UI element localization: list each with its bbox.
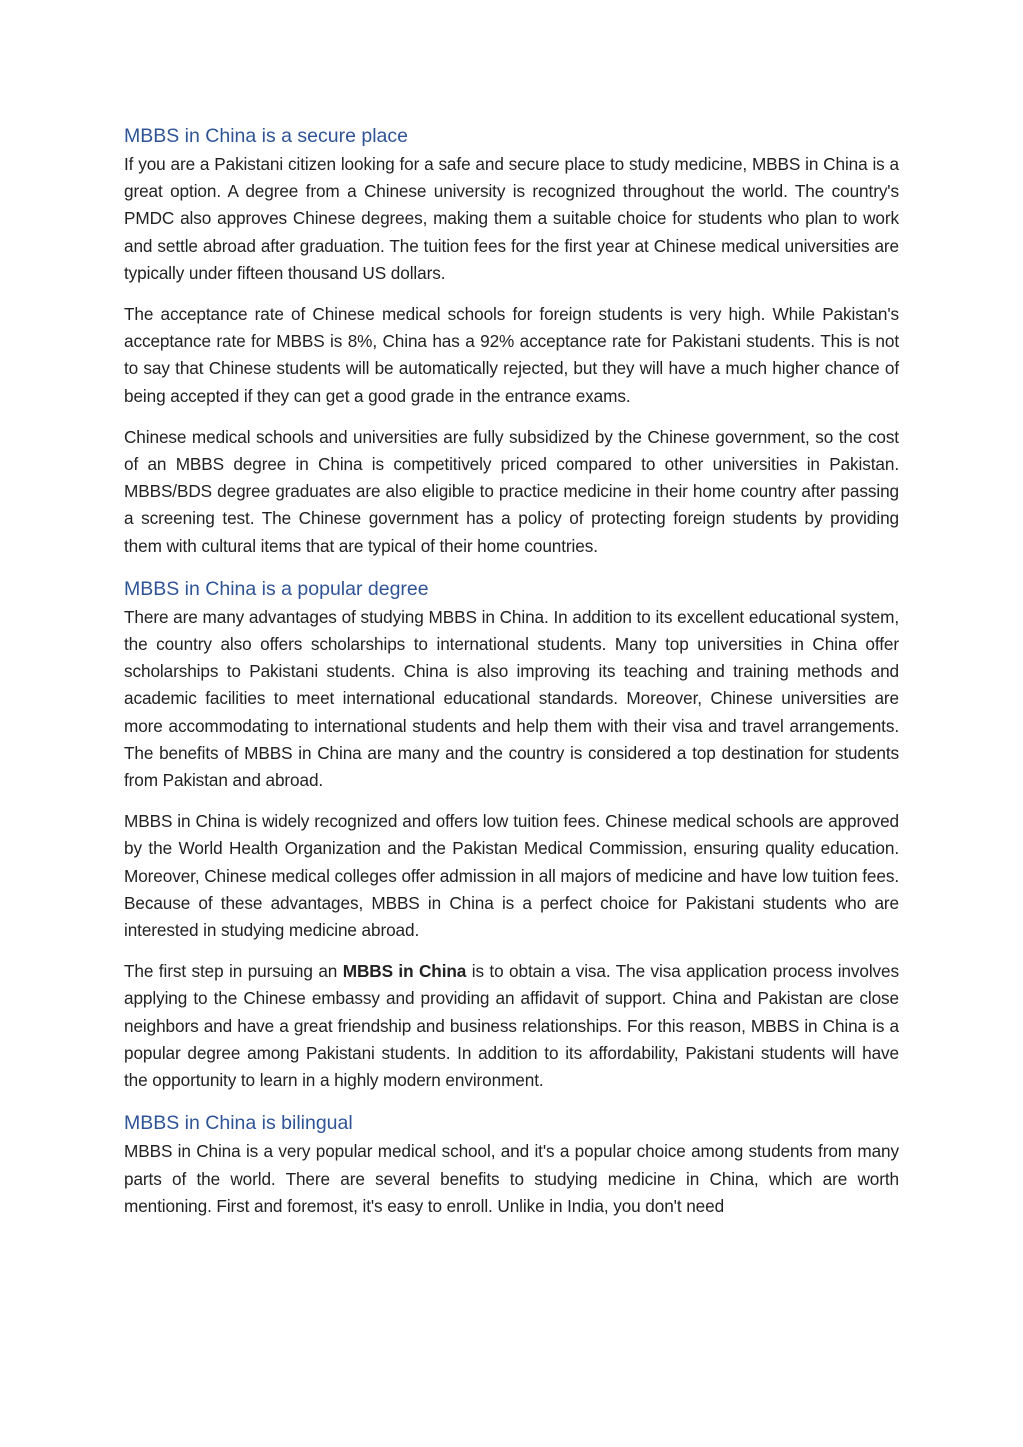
paragraph: There are many advantages of studying MBBS in China. In addition to its excellent educational system, the country also offers scholarships to international students. Many top universities in China offer scholarships to Pakistani students. China is also improving its teaching and training methods and academic facilities to meet international educational standards. Moreover, Chinese universities are more accommodating to international students and help them with their visa and travel arrangements. The benefits of MBBS in China are many and the country is considered a top destination for students from Pakistan and abroad. [124, 606, 899, 791]
bold-phrase: MBBS in China [342, 961, 467, 982]
section-heading-popular-degree: MBBS in China is a popular degree [124, 577, 429, 600]
paragraph: If you are a Pakistani citizen looking for a safe and secure place to study medicine, MBBS in China is a great option. A degree from a Chinese university is recognized throughout the world. The country's PMDC also approves Chinese degrees, making them a suitable choice for students who plan to work and settle abroad after graduation. The tuition fees for the first year at Chinese medical universities are typically under fifteen thousand US dollars. [124, 154, 899, 283]
paragraph-text-after: is to obtain a visa. The visa application process involves applying to the Chinese embassy and providing an affidavit of support. China and Pakistan are close neighbors and have a great friendship and business relationships. For this reason, MBBS in China is a popular degree among Pakistani students. In addition to its affordability, Pakistani students will have the opportunity to learn in a highly modern environment. [124, 961, 899, 1091]
paragraph: Chinese medical schools and universities are fully subsidized by the Chinese government, so the cost of an MBBS degree in China is competitively priced compared to other universities in Pakistan. MBBS/BDS degree graduates are also eligible to practice medicine in their home country after passing a screening test. The Chinese government has a policy of protecting foreign students by providing them with cultural items that are typical of their home countries. [124, 426, 899, 556]
paragraph-with-bold [124, 958, 899, 1094]
section-heading-secure-place: MBBS in China is a secure place [124, 125, 408, 147]
paragraph: MBBS in China is a very popular medical school, and it's a popular choice among students from many parts of the world. There are several benefits to studying medicine in China, which are worth mentioning. First and foremost, it's easy to enroll. Unlike in India, you don't need [124, 1141, 899, 1216]
paragraph: MBBS in China is widely recognized and offers low tuition fees. Chinese medical schools are approved by the World Health Organization and the Pakistan Medical Commission, ensuring quality education. Moreover, Chinese medical colleges offer admission in all majors of medicine and have low tuition fees. Because of these advantages, MBBS in China is a perfect choice for Pakistani students who are interested in studying medicine abroad. [124, 811, 899, 941]
document-page [124, 121, 899, 1234]
section-heading-bilingual: MBBS in China is bilingual [124, 1112, 353, 1135]
paragraph: The acceptance rate of Chinese medical schools for foreign students is very high. While Pakistan's acceptance rate for MBBS is 8%, China has a 92% acceptance rate for Pakistani students. This is not to say that Chinese students will be automatically rejected, but they will have a much higher chance of being accepted if they can get a good grade in the entrance exams. [124, 304, 899, 406]
paragraph-text-before: The first step in pursuing an [124, 961, 343, 982]
